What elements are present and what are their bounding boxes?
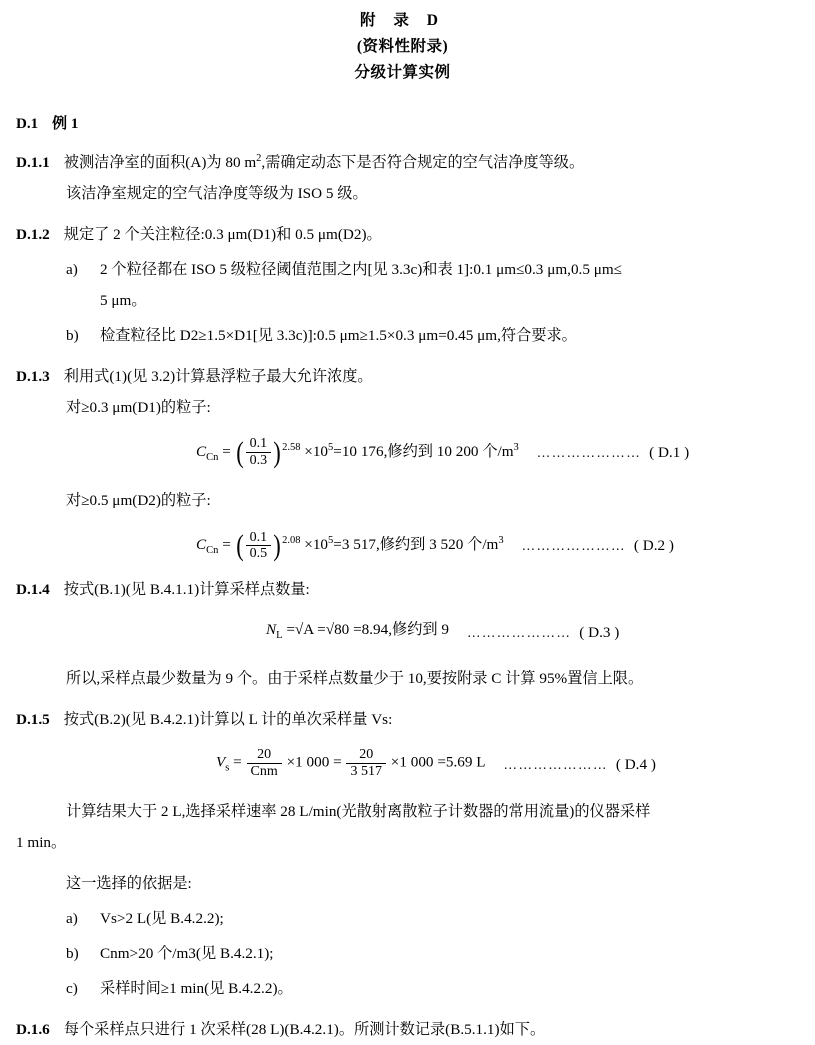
equation-subscript: Cn bbox=[206, 452, 219, 464]
clause-text: 规定了 2 个关注粒径:0.3 μm(D1)和 0.5 μm(D2)。 bbox=[63, 226, 382, 244]
fraction-denominator: 0.5 bbox=[246, 545, 272, 562]
equation-multiplier: ×10 bbox=[304, 443, 329, 461]
leader-dots: ………………… bbox=[521, 538, 626, 554]
list-text: 采样时间≥1 min(见 B.4.2.2)。 bbox=[100, 979, 293, 997]
equation-number: ( D.1 ) bbox=[649, 444, 690, 462]
list-text: 2 个粒径都在 ISO 5 级粒径阈值范围之内[见 3.3c)和表 1]:0.1 μm≤0.3 μm,0.5 μm≤ bbox=[100, 261, 623, 279]
clause-d-1-4-note: 所以,采样点最少数量为 9 个。由于采样点数量少于 10,要按附录 C 计算 95%置信上限。 bbox=[66, 670, 644, 688]
appendix-title: 附 录 D bbox=[360, 12, 445, 29]
clause-number: D.1.3 bbox=[16, 368, 50, 386]
clause-d-1-2 bbox=[16, 219, 789, 250]
appendix-subtitle: (资料性附录) bbox=[356, 38, 449, 55]
fraction-denominator: 3 517 bbox=[346, 763, 386, 780]
clause-d-1-5 bbox=[16, 704, 789, 735]
list-item bbox=[16, 973, 789, 1004]
clause-d-1-5-note2: 这一选择的依据是: bbox=[66, 874, 192, 892]
list-text-continued: 5 μm。 bbox=[100, 292, 147, 310]
clause-number: D.1.6 bbox=[16, 1020, 50, 1038]
equation-subscript: L bbox=[276, 630, 283, 642]
list-item bbox=[16, 254, 789, 285]
appendix-heading bbox=[16, 8, 789, 86]
list-marker: b) bbox=[66, 327, 79, 345]
list-text: 检查粒径比 D2≥1.5×D1[见 3.3c)]:0.5 μm≥1.5×0.3 μm=0.45 μm,符合要求。 bbox=[100, 327, 577, 345]
clause-text-tail: ,需确定动态下是否符合规定的空气洁净度等级。 bbox=[261, 154, 585, 172]
clause-text: 利用式(1)(见 3.2)计算悬浮粒子最大允许浓度。 bbox=[63, 368, 373, 386]
fraction-numerator: 0.1 bbox=[249, 529, 268, 545]
fraction-numerator: 20 bbox=[257, 747, 272, 763]
equation-multiplier: ×10 bbox=[304, 536, 329, 554]
equation-subscript: Cn bbox=[206, 545, 219, 557]
unit-exponent: 3 bbox=[513, 442, 519, 454]
clause-d-1-5-note1: 计算结果大于 2 L,选择采样速率 28 L/min(光散射离散粒子计数器的常用流量)的仪器采样 bbox=[66, 802, 651, 820]
clause-text: 按式(B.2)(见 B.4.2.1)计算以 L 计的单次采样量 Vs: bbox=[63, 711, 393, 729]
appendix-topic: 分级计算实例 bbox=[354, 64, 451, 81]
clause-number: D.1.1 bbox=[16, 154, 50, 172]
equation-body: $C_{Cn}$ = ( $\frac{0.1}{0.3}$ )$^{2.58} \times 10^5=10$ 176,修约到 10 200 个$/m^3$ bbox=[196, 435, 519, 469]
clause-d-1-1 bbox=[16, 143, 789, 178]
section-title bbox=[16, 112, 789, 133]
clause-d-1-5-note1-cont: 1 min。 bbox=[16, 833, 67, 851]
equation-expression: =√A =√80 =8.94,修约到 9 bbox=[286, 621, 449, 639]
equation-number: ( D.2 ) bbox=[633, 537, 674, 555]
list-text: Vs>2 L(见 B.4.2.2); bbox=[100, 909, 224, 927]
fraction-numerator: 0.1 bbox=[249, 436, 268, 452]
list-text: Cnm>20 个/m3(见 B.4.2.1); bbox=[100, 944, 274, 962]
clause-d-1-3-sub2: 对≥0.5 μm(D2)的粒子: bbox=[66, 492, 211, 510]
equation-result: =3 517,修约到 3 520 个/m bbox=[333, 536, 499, 554]
clause-number: D.1.5 bbox=[16, 711, 50, 729]
unit-exponent: 3 bbox=[498, 535, 504, 547]
unit-exponent: 2 bbox=[256, 153, 262, 164]
equation-result: =10 176,修约到 10 200 个/m bbox=[333, 443, 514, 461]
equation-body: $N_L =√A =√80 =8.94$,修约到 9 bbox=[266, 621, 449, 642]
clause-d-1-3 bbox=[16, 361, 789, 392]
equation-multiplier-exp: 5 bbox=[328, 442, 334, 454]
leader-dots: ………………… bbox=[466, 625, 572, 641]
fraction-numerator: 20 bbox=[359, 747, 374, 763]
list-marker: b) bbox=[66, 944, 79, 962]
leader-dots: ………………… bbox=[536, 445, 642, 461]
section-label: 例 1 bbox=[52, 116, 79, 132]
list-item bbox=[16, 320, 789, 351]
equation-subscript: s bbox=[225, 762, 230, 774]
clause-number: D.1.4 bbox=[16, 581, 50, 599]
fraction-denominator: 0.3 bbox=[246, 452, 272, 469]
equation-number: ( D.3 ) bbox=[579, 624, 620, 642]
clause-d-1-6 bbox=[16, 1014, 789, 1045]
clause-text: 每个采样点只进行 1 次采样(28 L)(B.4.2.1)。所测计数记录(B.5.1.1)如下。 bbox=[63, 1020, 546, 1038]
clause-d-1-1-note: 该洁净室规定的空气洁净度等级为 ISO 5 级。 bbox=[66, 185, 368, 203]
list-item bbox=[16, 938, 789, 969]
equation-middle: ×1 000 = bbox=[286, 753, 342, 771]
equation-d-1 bbox=[16, 435, 789, 471]
clause-d-1-3-sub1: 对≥0.3 μm(D1)的粒子: bbox=[66, 399, 211, 417]
exponent: 2.08 bbox=[282, 535, 301, 547]
list-item bbox=[16, 903, 789, 934]
clause-text: 被测洁净室的面积(A)为 80 m bbox=[63, 154, 257, 172]
equation-body: $V_s$ = $\frac{20}{\text{Cnm}}$ ×1 000 = $\frac{20}{3 517}$ ×1 000 =5.69 L bbox=[216, 747, 486, 779]
equation-body: $C_{Cn}$ = ( $\frac{0.1}{0.5}$ )$^{2.08} \times 10^5=3$ 517,修约到 3 520 个$/m^3$ bbox=[196, 528, 504, 562]
exponent: 2.58 bbox=[282, 442, 301, 454]
clause-d-1-4 bbox=[16, 574, 789, 605]
section-number: D.1 bbox=[16, 116, 39, 132]
leader-dots: ………………… bbox=[503, 756, 608, 772]
list-marker: c) bbox=[66, 979, 78, 997]
fraction-denominator: Cnm bbox=[247, 763, 282, 780]
equation-d-2 bbox=[16, 528, 789, 564]
equation-tail: ×1 000 =5.69 L bbox=[390, 753, 486, 771]
equation-d-4 bbox=[16, 747, 789, 782]
equation-number: ( D.4 ) bbox=[615, 755, 656, 773]
clause-text: 按式(B.1)(见 B.4.1.1)计算采样点数量: bbox=[63, 581, 310, 599]
list-marker: a) bbox=[66, 261, 78, 279]
equation-d-3 bbox=[16, 617, 789, 649]
equation-multiplier-exp: 5 bbox=[328, 535, 334, 547]
clause-number: D.1.2 bbox=[16, 226, 50, 244]
list-marker: a) bbox=[66, 909, 78, 927]
